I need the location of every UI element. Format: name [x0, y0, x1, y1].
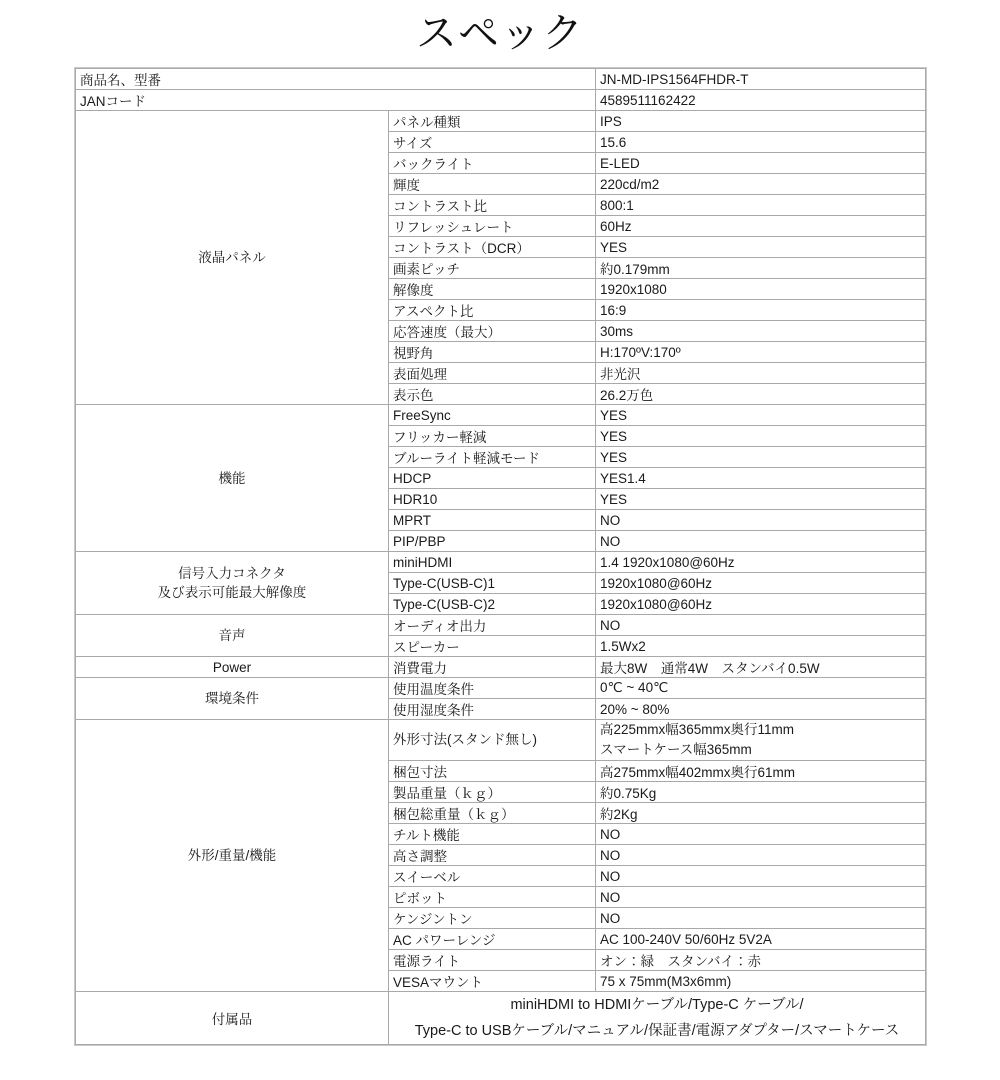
- row-value-jan-code: 4589511162422: [596, 90, 926, 111]
- group-label-features: 機能: [76, 405, 389, 552]
- table-row: [76, 657, 926, 678]
- value-surface-treatment: 非光沢: [596, 363, 926, 384]
- table-row: [76, 405, 926, 426]
- value-panel-type: IPS: [596, 111, 926, 132]
- row-value-product-name: JN-MD-IPS1564FHDR-T: [596, 69, 926, 90]
- item-typec-2: Type-C(USB-C)2: [389, 594, 596, 615]
- value-operating-temperature: 0℃ ~ 40℃: [596, 678, 926, 699]
- item-size: サイズ: [389, 132, 596, 153]
- value-tilt: NO: [596, 824, 926, 845]
- item-tilt: チルト機能: [389, 824, 596, 845]
- value-accessories-line2: Type-C to USBケーブル/マニュアル/保証書/電源アダプター/スマートケース: [414, 1023, 900, 1039]
- value-accessories: [389, 992, 926, 1045]
- group-label-audio: 音声: [76, 615, 389, 657]
- value-kensington: NO: [596, 908, 926, 929]
- item-speaker: スピーカー: [389, 636, 596, 657]
- item-operating-humidity: 使用湿度条件: [389, 699, 596, 720]
- item-package-dimensions: 梱包寸法: [389, 761, 596, 782]
- value-pip-pbp: NO: [596, 531, 926, 552]
- row-label-jan-code: JANコード: [76, 90, 596, 111]
- item-ac-power-range: AC パワーレンジ: [389, 929, 596, 950]
- value-hdr10: YES: [596, 489, 926, 510]
- group-label-signal-input-line2: 及び表示可能最大解像度: [157, 585, 307, 600]
- item-typec-1: Type-C(USB-C)1: [389, 573, 596, 594]
- item-outer-dimensions: 外形寸法(スタンド無し): [389, 720, 596, 761]
- value-typec-1: 1920x1080@60Hz: [596, 573, 926, 594]
- value-pivot: NO: [596, 887, 926, 908]
- value-accessories-line1: miniHDMI to HDMIケーブル/Type-C ケーブル/: [510, 997, 804, 1013]
- item-pixel-pitch: 画素ピッチ: [389, 258, 596, 279]
- value-product-weight: 約0.75Kg: [596, 782, 926, 803]
- value-size: 15.6: [596, 132, 926, 153]
- value-swivel: NO: [596, 866, 926, 887]
- spec-table-body: [76, 69, 926, 1045]
- table-row: [76, 90, 926, 111]
- value-power-light: オン：緑 スタンバイ：赤: [596, 950, 926, 971]
- value-contrast-ratio: 800:1: [596, 195, 926, 216]
- value-freesync: YES: [596, 405, 926, 426]
- item-power-consumption: 消費電力: [389, 657, 596, 678]
- value-mprt: NO: [596, 510, 926, 531]
- item-pivot: ピボット: [389, 887, 596, 908]
- value-contrast-dcr: YES: [596, 237, 926, 258]
- item-pip-pbp: PIP/PBP: [389, 531, 596, 552]
- group-label-power: Power: [76, 657, 389, 678]
- value-operating-humidity: 20% ~ 80%: [596, 699, 926, 720]
- value-audio-output: NO: [596, 615, 926, 636]
- table-row: [76, 615, 926, 636]
- item-resolution: 解像度: [389, 279, 596, 300]
- item-gross-weight: 梱包総重量（ｋｇ）: [389, 803, 596, 824]
- page-title: スペック: [416, 10, 584, 56]
- item-panel-type: パネル種類: [389, 111, 596, 132]
- table-row-accessories: [76, 992, 926, 1045]
- table-row: [76, 678, 926, 699]
- value-response-time: 30ms: [596, 321, 926, 342]
- item-flicker-reduction: フリッカー軽減: [389, 426, 596, 447]
- item-surface-treatment: 表面処理: [389, 363, 596, 384]
- group-label-environment: 環境条件: [76, 678, 389, 720]
- value-outer-dimensions-line1: 高225mmx幅365mmx奥行11mm: [600, 722, 795, 737]
- spec-table: [75, 68, 926, 1045]
- value-pixel-pitch: 約0.179mm: [596, 258, 926, 279]
- item-mprt: MPRT: [389, 510, 596, 531]
- item-contrast-dcr: コントラスト（DCR）: [389, 237, 596, 258]
- group-label-accessories: 付属品: [76, 992, 389, 1045]
- value-refresh-rate: 60Hz: [596, 216, 926, 237]
- value-aspect-ratio: 16:9: [596, 300, 926, 321]
- item-height-adjustment: 高さ調整: [389, 845, 596, 866]
- spec-table-container: [75, 68, 925, 1045]
- item-hdcp: HDCP: [389, 468, 596, 489]
- value-typec-2: 1920x1080@60Hz: [596, 594, 926, 615]
- value-viewing-angle: H:170ºV:170º: [596, 342, 926, 363]
- item-kensington: ケンジントン: [389, 908, 596, 929]
- item-power-light: 電源ライト: [389, 950, 596, 971]
- item-hdr10: HDR10: [389, 489, 596, 510]
- table-row: [76, 552, 926, 573]
- item-swivel: スイーベル: [389, 866, 596, 887]
- value-gross-weight: 約2Kg: [596, 803, 926, 824]
- value-height-adjustment: NO: [596, 845, 926, 866]
- value-speaker: 1.5Wx2: [596, 636, 926, 657]
- value-outer-dimensions-line2: スマートケース幅365mm: [600, 742, 752, 757]
- item-display-colors: 表示色: [389, 384, 596, 405]
- table-row: [76, 111, 926, 132]
- item-aspect-ratio: アスペクト比: [389, 300, 596, 321]
- value-flicker-reduction: YES: [596, 426, 926, 447]
- value-outer-dimensions: [596, 720, 926, 761]
- group-label-signal-input-line1: 信号入力コネクタ: [178, 566, 286, 581]
- value-brightness: 220cd/m2: [596, 174, 926, 195]
- item-backlight: バックライト: [389, 153, 596, 174]
- item-viewing-angle: 視野角: [389, 342, 596, 363]
- item-audio-output: オーディオ出力: [389, 615, 596, 636]
- item-refresh-rate: リフレッシュレート: [389, 216, 596, 237]
- item-freesync: FreeSync: [389, 405, 596, 426]
- value-package-dimensions: 高275mmx幅402mmx奥行61mm: [596, 761, 926, 782]
- item-brightness: 輝度: [389, 174, 596, 195]
- value-display-colors: 26.2万色: [596, 384, 926, 405]
- value-minihdmi: 1.4 1920x1080@60Hz: [596, 552, 926, 573]
- value-blue-light-mode: YES: [596, 447, 926, 468]
- item-response-time: 応答速度（最大）: [389, 321, 596, 342]
- item-vesa-mount: VESAマウント: [389, 971, 596, 992]
- group-label-lcd-panel: 液晶パネル: [76, 111, 389, 405]
- item-contrast-ratio: コントラスト比: [389, 195, 596, 216]
- value-ac-power-range: AC 100-240V 50/60Hz 5V2A: [596, 929, 926, 950]
- table-row: [76, 720, 926, 761]
- value-power-consumption: 最大8W 通常4W スタンバイ0.5W: [596, 657, 926, 678]
- value-hdcp: YES1.4: [596, 468, 926, 489]
- row-label-product-name: 商品名、型番: [76, 69, 596, 90]
- item-blue-light-mode: ブルーライト軽減モード: [389, 447, 596, 468]
- value-resolution: 1920x1080: [596, 279, 926, 300]
- item-product-weight: 製品重量（ｋｇ）: [389, 782, 596, 803]
- table-row: [76, 69, 926, 90]
- group-label-signal-input: [76, 552, 389, 615]
- value-vesa-mount: 75 x 75mm(M3x6mm): [596, 971, 926, 992]
- item-minihdmi: miniHDMI: [389, 552, 596, 573]
- value-backlight: E-LED: [596, 153, 926, 174]
- group-label-dimensions-weight-functions: 外形/重量/機能: [76, 720, 389, 992]
- item-operating-temperature: 使用温度条件: [389, 678, 596, 699]
